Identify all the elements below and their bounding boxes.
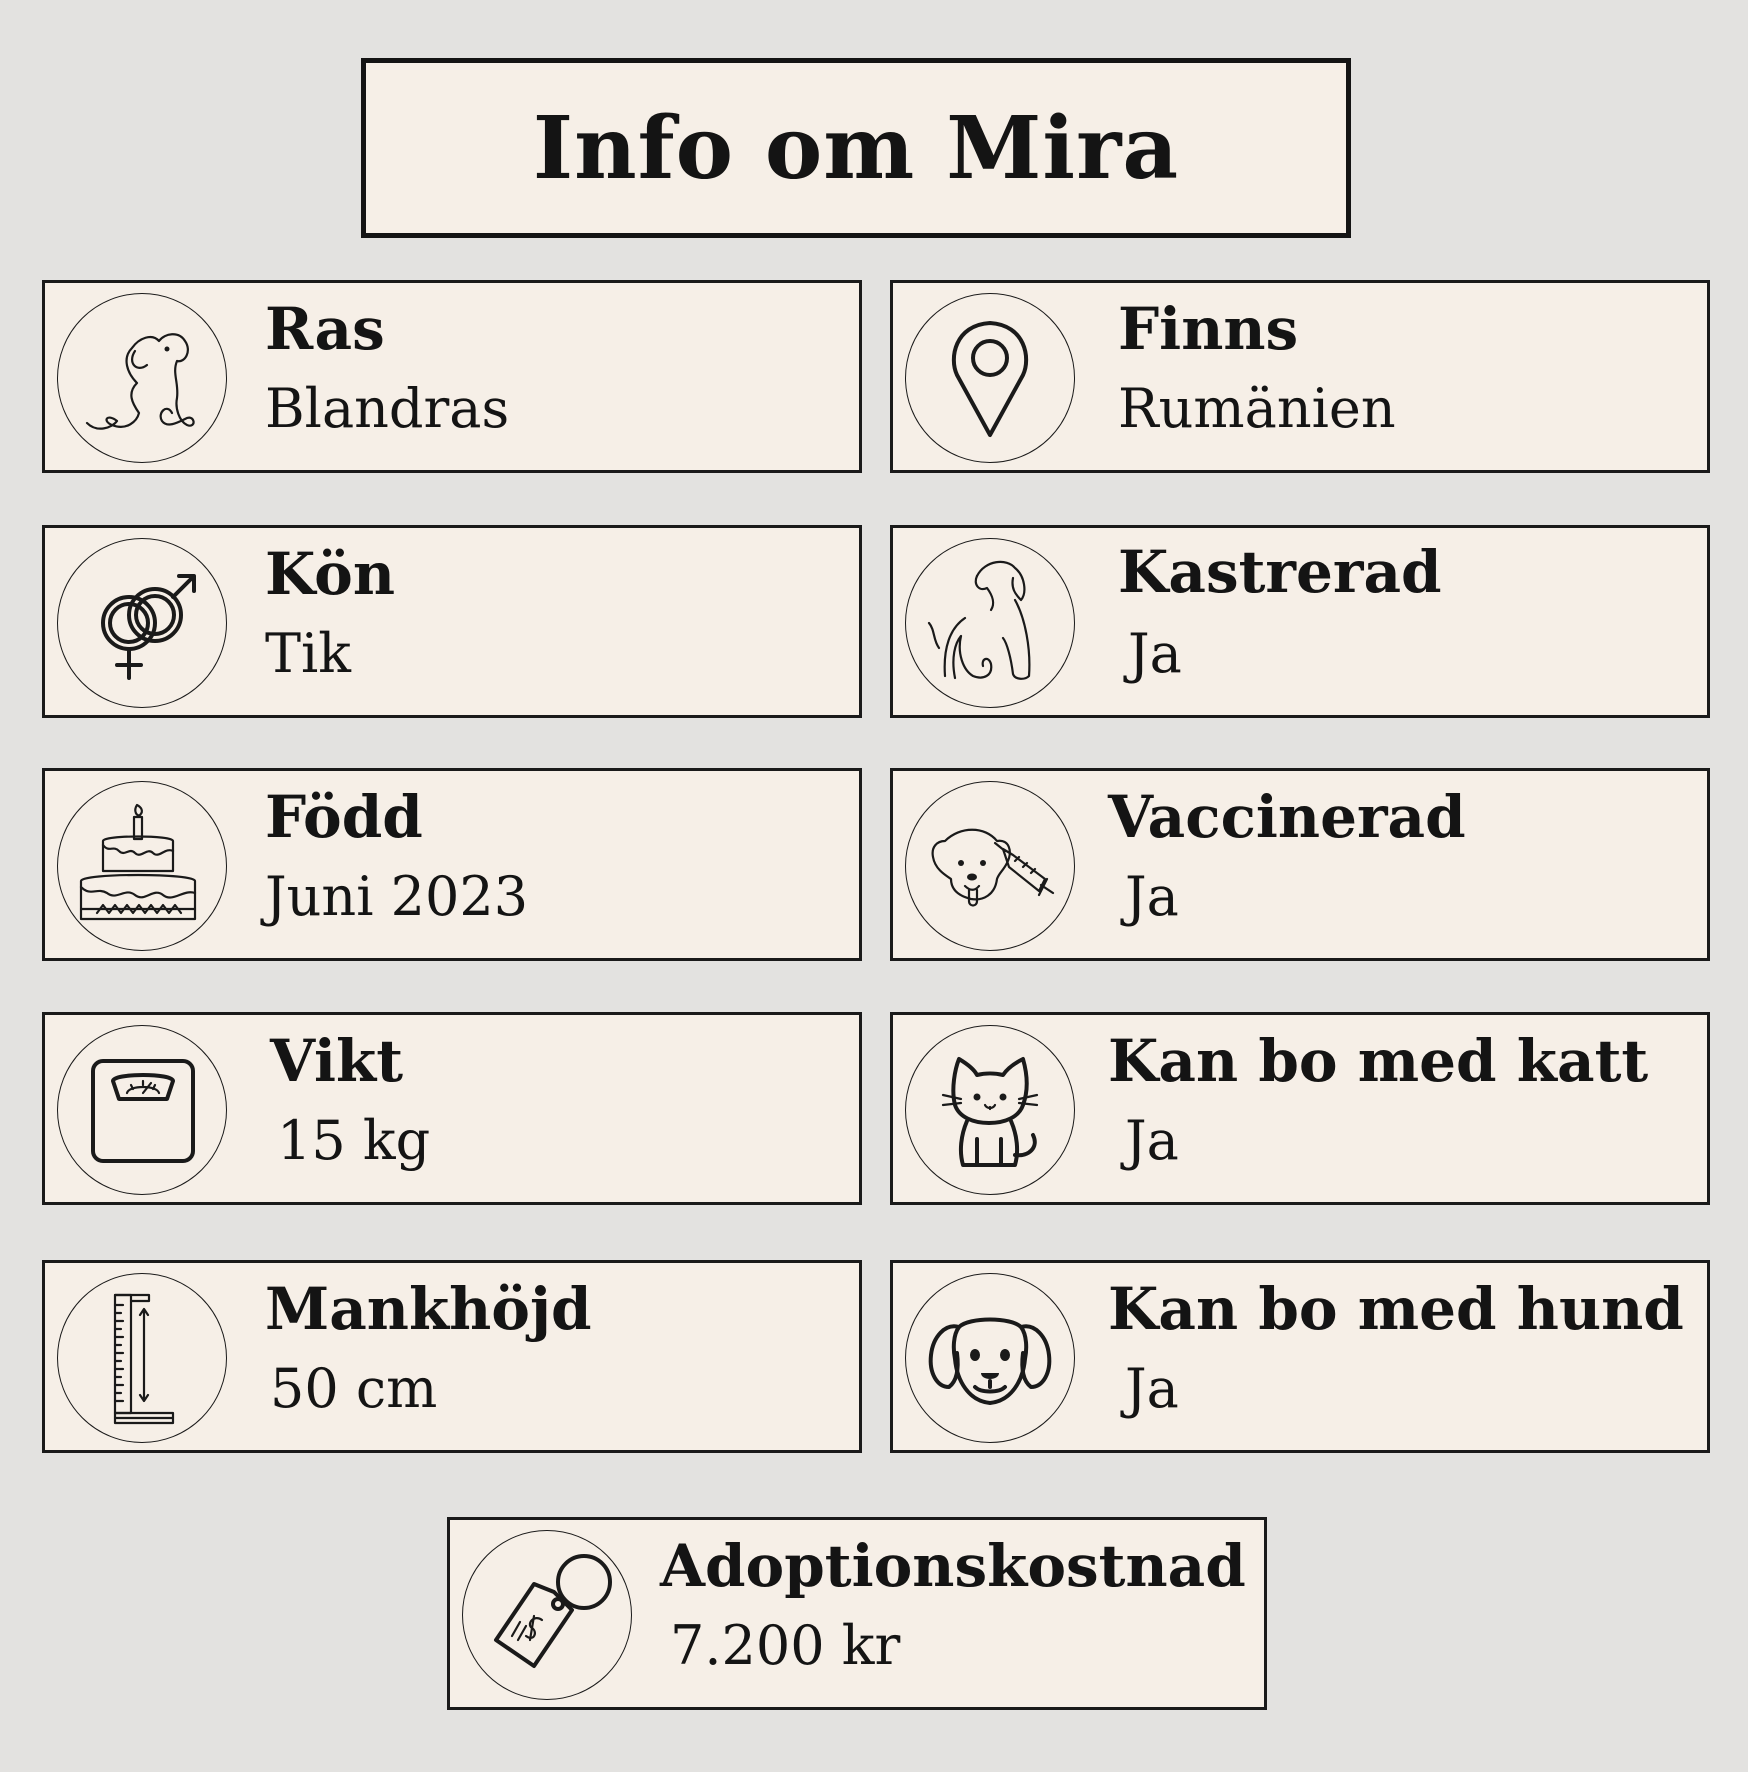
card-label: Vikt — [270, 1027, 403, 1095]
info-card-ras — [42, 280, 862, 473]
card-value: 50 cm — [270, 1357, 438, 1420]
card-label: Adoptionskostnad — [660, 1532, 1246, 1600]
info-card-adoptionskostnad — [447, 1517, 1267, 1710]
info-card-vikt — [42, 1012, 862, 1205]
card-value: Rumänien — [1118, 377, 1396, 440]
card-value: Ja — [1128, 622, 1182, 685]
card-value: Blandras — [265, 377, 510, 440]
title-box — [361, 58, 1351, 238]
info-card-kon — [42, 525, 862, 718]
gender-symbols-icon — [57, 538, 227, 708]
card-label: Vaccinerad — [1108, 783, 1466, 851]
info-card-kastrerad — [890, 525, 1710, 718]
info-card-hund — [890, 1260, 1710, 1453]
card-label: Kan bo med katt — [1108, 1027, 1649, 1095]
sitting-dog-icon — [905, 538, 1075, 708]
card-label: Kan bo med hund — [1108, 1275, 1684, 1343]
card-value: 7.200 kr — [670, 1614, 901, 1677]
info-card-vaccinerad — [890, 768, 1710, 961]
info-card-katt — [890, 1012, 1710, 1205]
location-pin-icon — [905, 293, 1075, 463]
card-value: 15 kg — [277, 1109, 431, 1172]
card-label: Finns — [1118, 295, 1299, 363]
card-value: Ja — [1125, 1109, 1179, 1172]
dog-syringe-icon — [905, 781, 1075, 951]
card-value: Juni 2023 — [265, 865, 529, 928]
info-card-finns — [890, 280, 1710, 473]
dog-line-icon — [57, 293, 227, 463]
scale-icon — [57, 1025, 227, 1195]
card-value: Ja — [1125, 865, 1179, 928]
card-label: Ras — [265, 295, 385, 363]
card-label: Mankhöjd — [265, 1275, 592, 1343]
card-label: Kön — [265, 540, 395, 608]
height-ruler-icon — [57, 1273, 227, 1443]
info-card-fodd — [42, 768, 862, 961]
card-label: Kastrerad — [1118, 538, 1442, 606]
card-value: Tik — [265, 622, 352, 685]
cat-icon — [905, 1025, 1075, 1195]
page-title: Info om Mira — [532, 97, 1180, 199]
card-label: Född — [265, 783, 423, 851]
dog-face-icon — [905, 1273, 1075, 1443]
price-tag-icon — [462, 1530, 632, 1700]
birthday-cake-icon — [57, 781, 227, 951]
card-value: Ja — [1125, 1357, 1179, 1420]
info-card-mankhojd — [42, 1260, 862, 1453]
